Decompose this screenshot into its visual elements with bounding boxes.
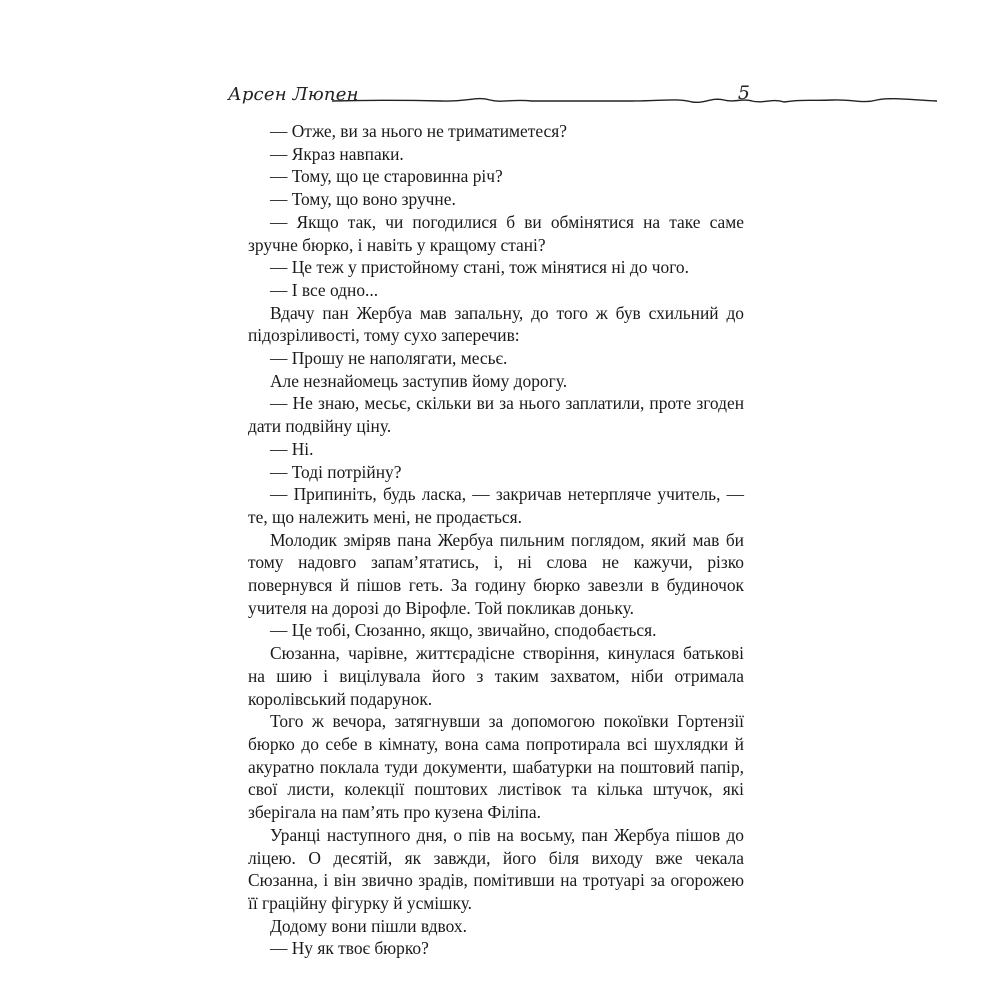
- paragraph: — Тому, що це старовинна річ?: [270, 166, 503, 187]
- paragraph: Додому вони пішли вдвох.: [270, 915, 467, 936]
- paragraph: Вдачу пан Жербуа мав запальну, до того ж був схильний до підозріливості, тому сухо заперечив:: [248, 302, 744, 346]
- paragraph: Але незнайомець заступив йому дорогу.: [270, 370, 568, 391]
- paragraph: — Прошу не наполягати, месьє.: [270, 348, 508, 369]
- paragraph: — Тоді потрійну?: [270, 461, 402, 482]
- paragraph: — Припиніть, будь ласка, — закричав нетерпляче учитель, — те, що належить мені, не продається.: [248, 484, 744, 527]
- running-title: Арсен Люпен: [228, 84, 359, 105]
- paragraph: Молодик зміряв пана Жербуа пильним поглядом, який мав би тому надовго запам’ятатись, і, ні слова не кажучи, різко повернувся й пішов геть. За годину бюрко завезли в будиночок учителя на дорозі до Вірофле. Той покликав доньку.: [248, 529, 744, 618]
- running-header: [222, 78, 752, 118]
- paragraph: — Отже, ви за нього не триматиметеся?: [270, 121, 567, 141]
- paragraph: — Ні.: [270, 438, 314, 459]
- paragraph: Того ж вечора, затягнувши за допомогою покоївки Гортензії бюрко до себе в кімнату, вона сама попротирала всі шухлядки й акуратно поклала туди документи, шабатурки на поштовий папір, свої листи, колекції поштових листівок та кілька штучок, які зберігала на пам’ять про кузена Філіпа.: [248, 711, 744, 823]
- paragraph: — Якраз навпаки.: [270, 143, 404, 164]
- paragraph: — Це тобі, Сюзанно, якщо, звичайно, сподобається.: [270, 620, 657, 641]
- paragraph: — Це теж у пристойному стані, тож мінятися ні до чого.: [270, 257, 689, 278]
- paragraph: — І все одно...: [270, 279, 379, 300]
- body-text: [248, 120, 744, 960]
- decorative-flourish: [332, 88, 937, 110]
- paragraph: Сюзанна, чарівне, життєрадісне створіння, кинулася батькові на шию і вицілувала його з таким захватом, ніби отримала королівський подарунок.: [248, 643, 744, 709]
- paragraph: — Не знаю, месьє, скільки ви за нього заплатили, проте згоден дати подвійну ціну.: [248, 393, 744, 437]
- paragraph: — Тому, що воно зручне.: [270, 189, 456, 210]
- paragraph: Уранці наступного дня, о пів на восьму, пан Жербуа пішов до ліцею. О десятій, як завжди, його біля виходу вже чекала Сюзанна, і він звично зрадів, помітивши на тротуарі за огорожею її граційну фігурку й усмішку.: [248, 824, 744, 913]
- page-number: 5: [737, 82, 750, 104]
- paragraph: — Ну як твоє бюрко?: [270, 938, 429, 959]
- paragraph: — Якщо так, чи погодилися б ви обмінятися на таке саме зручне бюрко, і навіть у кращому стані?: [248, 211, 744, 255]
